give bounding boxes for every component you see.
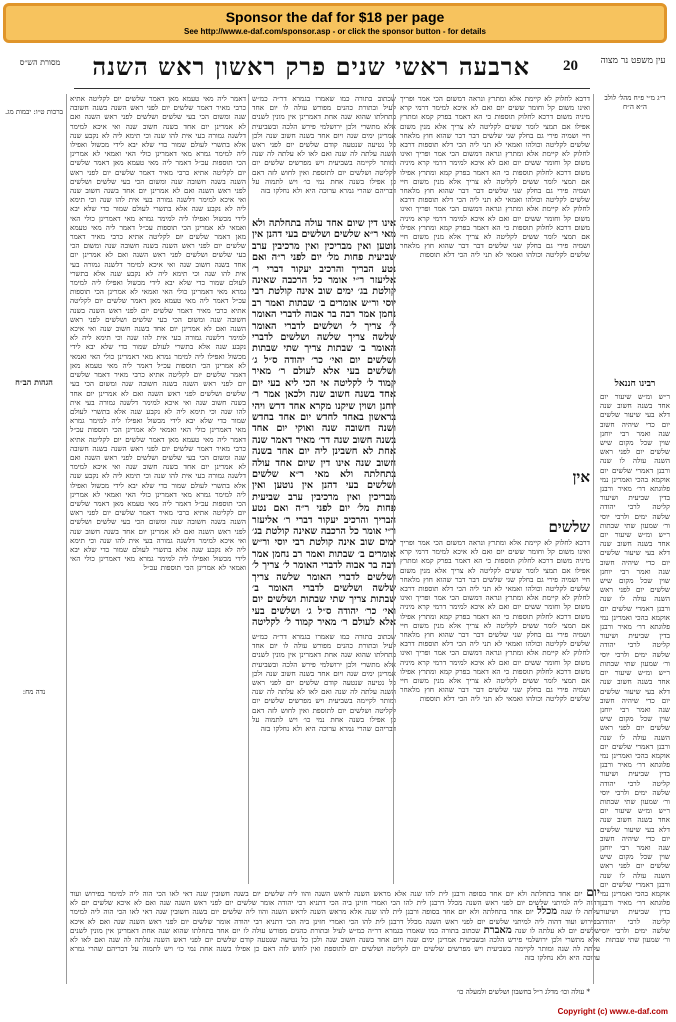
header-rule [74, 88, 590, 89]
gemara-text-1: אינו דין שיום אחד עולה בתחלתה ולא מאי ר״א שלשים ושלשים בעי דהנן אין נוטען ואין מבריכין ואין מרכיבין ערב שביעית פחות מל׳ יום לפני ר״ה ואם נטע הבריך והרכיב יעקור דברי ר׳ אליעזר ר״י אומר כל הרכבה שאינה קולטת בג׳ ימים שוב אינה קולטת רבי יוסי ור״ש אומרים ב׳ שבתות ואמר רב נחמן אמר רבה בר אבוה לדברי האומר ל׳ צריך ל׳ ושלשים לדברי האומר שלשה צריך שלשה ושלשים לדברי האומר ב׳ שבתות צריך שתי שבתות ושלשים יום ואי׳ כר׳ יהודה ס״ל ג׳ ושלשים בעי אלא לעולם ר׳ מאיר קמוד ל׳ לקליטה אי הכי ליא בעי יום אחד בשנה חשוב שנה ולכאן אמר ר׳ יוחנן ושוין שיקנו מקרא אחד דרש ויהי בראשון באחד לחדש יום אחד בחדש ושנה חשובה שנה ואוקי יום אחד בשנה חשוב שנה דר׳ מאיר דאמר שנה אחת לא חשבינן ליה יום אחד בשנה חשוב שנה [252, 218, 396, 469]
tosafot-text-4: דאמר ליה מאי טעמא מאן דאמר שלשים יום לקליטה אתיא כרבי מאיר דאמר שלשים יום לפני ראש השנה בשנה חשובה שנה ומשום הכי בעי שלשים ושלשים לפני ראש השנה ואם לא אמרינן יום אחד בשנה חשוב שנה ואי איכא למימר דלשנה גמורה בעי אית להו שנה וכי תימא ליה לא נקבע שנה אלא בתשרי לעולם שמור כדי שלא יבא לידי מכשול ואפילו ליה למימר גמרא מאי דאמרינן כולי האי ואמאי לא אמרינן הכי תוספות עכ״ל [70, 296, 246, 370]
rashi-text-4: דרבא לחלוק לא קיימת אלא ומתרץ ונראה דמשום הכי אמר ופריך ואינו משום קל וחומר ששים יום ואם לא איכא למימר דרמי קרא מיניה משום דרכא לחלוק תוספות כי הא דאמר בפרק קמא ומתרץ אפילו אם תמצי לומר ששים לקליטה לא צריך אלא מנין משום חיי ושמיה פירי גם בחלק שני שלשים דבר דבר שהוא חוץ מלאחר שלשים לקליטה וכולהו ואמאי לא תני ליה הכי דלא תוספות [400, 538, 590, 594]
tosafot-text-7: דאמר ליה מאי טעמא מאן דאמר שלשים יום לקליטה אתיא כרבי מאיר דאמר שלשים יום לפני ראש השנה בשנה חשובה שנה ומשום הכי בעי שלשים ושלשים לפני ראש השנה ואם לא אמרינן יום אחד בשנה חשוב שנה ואי איכא למימר דלשנה גמורה בעי אית להו שנה וכי תימא ליה לא נקבע שנה אלא בתשרי לעולם שמור כדי שלא יבא לידי מכשול ואפילו ליה למימר גמרא מאי דאמרינן כולי האי ואמאי לא אמרינן הכי תוספות עכ״ל [70, 498, 246, 573]
rabbenu-text-4: ר״ש ומ״ש שיעור יום אחד בשנה חשוב שנה דלא בעי שיעור שלשים יום כדי שיהיה חשוב שנה ואמר רבי יוחנן שוין שכל מקום שיש שלשים יום לפני ראש השנה עולה לו שנה ורבנן דאמרי שלשים יום אוקמא בהכי ואמרינן נמי פלוגתא דר׳ מאיר ורבנן בדין שביעית ושיעור קליטה לרבי יהודה שלשה ימים ולרבי יוסי ור׳ שמעון שתי שבתות [600, 806, 670, 944]
tosafot-text-1: דאמר ליה מאי טעמא מאן דאמר שלשים יום לקליטה אתיא כרבי מאיר דאמר שלשים יום לפני ראש השנה בשנה חשובה שנה ומשום הכי בעי שלשים ושלשים לפני ראש השנה ואם לא אמרינן יום אחד בשנה חשוב שנה ואי איכא למימר דלשנה גמורה בעי אית להו שנה וכי תימא ליה לא נקבע שנה אלא בתשרי לעולם שמור כדי שלא יבא לידי מכשול ואפילו ליה למימר גמרא מאי דאמרינן כולי האי ואמאי לא אמרינן הכי תוספות עכ״ל [70, 94, 246, 168]
mikal-label: מכלל [536, 906, 558, 918]
hagahot-heading: הגהות הב״ח [15, 378, 53, 387]
masoret-hashas-heading: מסורת הש״ס [19, 58, 61, 67]
page-header [4, 52, 670, 86]
sponsor-banner[interactable] [3, 3, 667, 43]
yom-label: יום [586, 888, 600, 899]
ein-mishpat-heading: עין משפט נר מצוה [600, 56, 666, 66]
tosafot-text-2: דאמר ליה מאי טעמא מאן דאמר שלשים יום לקליטה אתיא כרבי מאיר דאמר שלשים יום לפני ראש השנה בשנה חשובה שנה ומשום הכי בעי שלשים ושלשים לפני ראש השנה ואם לא אמרינן יום אחד בשנה חשוב שנה ואי איכא למימר דלשנה גמורה בעי אית להו שנה וכי תימא ליה לא נקבע שנה אלא בתשרי לעולם שמור כדי שלא יבא לידי מכשול ואפילו ליה למימר גמרא מאי דאמרינן כולי האי ואמאי לא אמרינן הכי תוספות עכ״ל [70, 158, 246, 232]
rashi-text-5: דרבא לחלוק לא קיימת אלא ומתרץ ונראה דמשום הכי אמר ופריך ואינו משום קל וחומר ששים יום ואם לא איכא למימר דרמי קרא מיניה משום דרכא לחלוק תוספות כי הא דאמר בפרק קמא ומתרץ אפילו אם תמצי לומר ששים לקליטה לא צריך אלא מנין משום חיי ושמיה פירי גם בחלק שני שלשים דבר דבר שהוא חוץ מלאחר שלשים לקליטה וכולהו ואמאי לא תני ליה הכי דלא תוספות [400, 584, 590, 649]
gemara-text [252, 218, 396, 628]
tosafot-text-5: דאמר ליה מאי טעמא מאן דאמר שלשים יום לקליטה אתיא כרבי מאיר דאמר שלשים יום לפני ראש השנה בשנה חשובה שנה ומשום הכי בעי שלשים ושלשים לפני ראש השנה ואם לא אמרינן יום אחד בשנה חשוב שנה ואי איכא למימר דלשנה גמורה בעי אית להו שנה וכי תימא ליה לא נקבע שנה אלא בתשרי לעולם שמור כדי שלא יבא לידי מכשול ואפילו ליה למימר גמרא מאי דאמרינן כולי האי ואמאי לא אמרינן הכי תוספות עכ״ל [70, 360, 246, 435]
ein-mishpat-note-1: ר״ג מ״י פ״ח מהל׳ לולב ה״א ה״ח [604, 94, 666, 111]
rashi-text-6: דרבא לחלוק לא קיימת אלא ומתרץ ונראה דמשום הכי אמר ופריך ואינו משום קל וחומר ששים יום ואם לא איכא למימר דרמי קרא מיניה משום דרכא לחלוק תוספות כי הא דאמר בפרק קמא ומתרץ אפילו אם תמצי לומר ששים לקליטה לא צריך אלא מנין משום חיי ושמיה פירי גם בחלק שני שלשים דבר דבר שהוא חוץ מלאחר שלשים לקליטה וכולהו ואמאי לא תני ליה הכי דלא תוספות [400, 639, 590, 704]
tosafot-column [70, 94, 246, 884]
gemara-text-2: אינו דין שיום אחד עולה בתחלתה ולא מאי ר״א שלשים ושלשים בעי דהנן אין נוטען ואין מבריכין ואין מרכיבין ערב שביעית פחות מל׳ יום לפני ר״ה ואם נטע הבריך והרכיב יעקור דברי ר׳ אליעזר ר״י אומר כל הרכבה שאינה קולטת בג׳ ימים שוב אינה קולטת רבי יוסי ור״ש אומרים ב׳ שבתות ואמר רב נחמן אמר רבה בר אבוה לדברי האומר ל׳ צריך ל׳ ושלשים לדברי האומר שלשה צריך שלשה ושלשים לדברי האומר ב׳ שבתות צריך שתי שבתות ושלשים יום ואי׳ כר׳ יהודה ס״ל ג׳ ושלשים בעי אלא לעולם ר׳ מאיר קמוד ל׳ לקליטה [252, 457, 396, 628]
sponsor-subtitle[interactable]: See http://www.e-daf.com/sponsor.asp - or click the sponsor button - for details [184, 27, 486, 36]
rabbenu-text-1: ר״ש ומ״ש שיעור יום אחד בשנה חשוב שנה דלא בעי שיעור שלשים יום כדי שיהיה חשוב שנה ואמר רבי יוחנן שוין שכל מקום שיש שלשים יום לפני ראש השנה עולה לו שנה ורבנן דאמרי שלשים יום אוקמא בהכי ואמרינן נמי פלוגתא דר׳ מאיר ורבנן בדין שביעית ושיעור קליטה לרבי יהודה שלשה ימים ולרבי יוסי ור׳ שמעון שתי שבתות [600, 392, 670, 530]
bottom-text-1: יום אחד בתחלתה ולא יום אחד בסופה ורבנן לית להו שנה אלא מראש השנה לראש השנה והוו ליה שלשים יום בשנה חשובין שנה דאי לאו הכי הוה ליה למימר בפירוש ועוד דהוה ליה למיתני שלשים יום לפני ראש השנה מכלל דרבנן לית להו הכי ואמרי חזינן ביה הכי דתניא רבי יהודה אומר שלשים יום לפני ראש השנה שנה ואם לא איכא שלשים יום לא עלתה לו שנה [70, 889, 600, 917]
page-number: 20 [563, 58, 578, 74]
middle-lower-text: שכתוב בתורה כמו שאמרו בגמרא דר״ה כמ״ש לעיל ובתורת כהנים מפורש עולה לו יום אחד בתחלתו שהוא שנה אחת דאמרינן אין מונין לשנים אלא מתשרי ולכן ירושלמי פירש הלכה ובשביעית אמרינן ימים שנה ויום אחד בשנה חשוב שנה ולכן כל נטיעה שנטעה קודם שלשים יום לפני ראש השנה עלתה לה שנה ואם לאו לא עלתה לה שנה ומותר לקיימה בשביעית ויש מפרשים שלשים יום לקליטה ושלשים יום לתוספת ואין לחוש לזה דאם כן אפילו בשנה אחת נמי כו׳ ויש לתמוה על דבריהם שהרי גמרא ערוכה היא ולא נחלקו בזה [252, 632, 396, 734]
rabbenu-chananel-heading: רבינו חננאל [614, 379, 656, 389]
rabbenu-text-3: ר״ש ומ״ש שיעור יום אחד בשנה חשוב שנה דלא בעי שיעור שלשים יום כדי שיהיה חשוב שנה ואמר רבי יוחנן שוין שכל מקום שיש שלשים יום לפני ראש השנה עולה לו שנה ורבנן דאמרי שלשים יום אוקמא בהכי ואמרינן נמי פלוגתא דר׳ מאיר ורבנן בדין שביעית ושיעור קליטה לרבי יהודה שלשה ימים ולרבי יוסי ור׳ שמעון שתי שבתות [600, 668, 670, 806]
talmud-page [4, 48, 670, 1008]
margin-divider-right [593, 94, 594, 984]
column-divider-left [248, 94, 249, 884]
rashi-text-2: דרבא לחלוק לא קיימת אלא ומתרץ ונראה דמשום הכי אמר ופריך ואינו משום קל וחומר ששים יום ואם לא איכא למימר דרמי קרא מיניה משום דרכא לחלוק תוספות כי הא דאמר בפרק קמא ומתרץ אפילו אם תמצי לומר ששים לקליטה לא צריך אלא מנין משום חיי ושמיה פירי גם בחלק שני שלשים דבר דבר שהוא חוץ מלאחר שלשים לקליטה וכולהו ואמאי לא תני ליה הכי דלא תוספות [400, 140, 590, 205]
rashi-text-1: דרבא לחלוק לא קיימת אלא ומתרץ ונראה דמשום הכי אמר ופריך ואינו משום קל וחומר ששים יום ואם לא איכא למימר דרמי קרא מיניה משום דרכא לחלוק תוספות כי הא דאמר בפרק קמא ומתרץ אפילו אם תמצי לומר ששים לקליטה לא צריך אלא מנין משום חיי ושמיה פירי גם בחלק שני שלשים דבר דבר שהוא חוץ מלאחר שלשים לקליטה וכולהו ואמאי לא תני ליה הכי דלא תוספות [400, 94, 590, 150]
bottom-text-2: יום אחד בתחלתה ולא יום אחד בסופה ורבנן לית להו שנה אלא מראש השנה לראש השנה והוו ליה שלשים יום בשנה חשובין שנה דאי לאו הכי הוה ליה למימר בפירוש ועוד דהוה ליה למיתני שלשים יום לפני ראש השנה מכלל דרבנן לית להו הכי ואמרי חזינן ביה הכי דתניא רבי יהודה אומר שלשים יום לפני ראש השנה שנה ואם לא איכא שלשים יום לא עלתה לו שנה [70, 907, 600, 935]
margin-divider-left [66, 94, 67, 984]
masoret-note-2: נדה מח: [22, 688, 46, 696]
footnote: * עולה וכו׳ מדלג ר״ל בחשבון ושלשים ולמעלה כו׳ [456, 988, 590, 996]
rabbenu-text-2: ר״ש ומ״ש שיעור יום אחד בשנה חשוב שנה דלא בעי שיעור שלשים יום כדי שיהיה חשוב שנה ואמר רבי יוחנן שוין שכל מקום שיש שלשים יום לפני ראש השנה עולה לו שנה ורבנן דאמרי שלשים יום אוקמא בהכי ואמרינן נמי פלוגתא דר׳ מאיר ורבנן בדין שביעית ושיעור קליטה לרבי יהודה שלשה ימים ולרבי יוסי ור׳ שמעון שתי שבתות [600, 530, 670, 668]
upper-commentary-text: שכתוב בתורה כמו שאמרו בגמרא דר״ה כמ״ש לעיל ובתורת כהנים מפורש עולה לו יום אחד בתחלתו שהוא שנה אחת דאמרינן אין מונין לשנים אלא מתשרי ולכן ירושלמי פירש הלכה ובשביעית אמרינן ימים שנה ויום אחד בשנה חשוב שנה ולכן כל נטיעה שנטעה קודם שלשים יום לפני ראש השנה עלתה לה שנה ואם לאו לא עלתה לה שנה ומותר לקיימה בשביעית ויש מפרשים שלשים יום לקליטה ושלשים יום לתוספת ואין לחוש לזה דאם כן אפילו בשנה אחת נמי כו׳ ויש לתמוה על דבריהם שהרי גמרא ערוכה היא ולא נחלקו בזה [252, 94, 396, 196]
tosafot-text-3: דאמר ליה מאי טעמא מאן דאמר שלשים יום לקליטה אתיא כרבי מאיר דאמר שלשים יום לפני ראש השנה בשנה חשובה שנה ומשום הכי בעי שלשים ושלשים לפני ראש השנה ואם לא אמרינן יום אחד בשנה חשוב שנה ואי איכא למימר דלשנה גמורה בעי אית להו שנה וכי תימא ליה לא נקבע שנה אלא בתשרי לעולם שמור כדי שלא יבא לידי מכשול ואפילו ליה למימר גמרא מאי דאמרינן כולי האי ואמאי לא אמרינן הכי תוספות עכ״ל [70, 222, 246, 306]
maaberet-label: מאברת [483, 924, 512, 936]
middle-lower-commentary [252, 632, 396, 882]
ein-mishpat-notes [600, 94, 670, 184]
rabbenu-chananel-text [600, 392, 670, 952]
column-divider-right [393, 94, 394, 884]
sponsor-title[interactable]: Sponsor the daf for $18 per page [225, 9, 445, 25]
upper-center-commentary [252, 94, 396, 214]
copyright-link[interactable]: Copyright (c) www.e-daf.com [557, 1007, 668, 1016]
rashi-column-bottom [400, 538, 590, 888]
ein-label: אין [572, 468, 590, 486]
masoret-note-1: ברכות ט״ו: יבמות מג. [4, 108, 64, 116]
shloshim-label: שלשים [548, 518, 590, 536]
page-title: ארבעה ראשי שנים פרק ראשון ראש השנה [92, 52, 530, 81]
tosafot-text-6: דאמר ליה מאי טעמא מאן דאמר שלשים יום לקליטה אתיא כרבי מאיר דאמר שלשים יום לפני ראש השנה בשנה חשובה שנה ומשום הכי בעי שלשים ושלשים לפני ראש השנה ואם לא אמרינן יום אחד בשנה חשוב שנה ואי איכא למימר דלשנה גמורה בעי אית להו שנה וכי תימא ליה לא נקבע שנה אלא בתשרי לעולם שמור כדי שלא יבא לידי מכשול ואפילו ליה למימר גמרא מאי דאמרינן כולי האי ואמאי לא אמרינן הכי תוספות עכ״ל [70, 434, 246, 508]
rashi-column-top [400, 94, 590, 474]
bottom-text-3: שכתוב בתורה כמו שאמרו בגמרא דר״ה כמ״ש לעיל ובתורת כהנים מפורש עולה לו יום אחד בתחלתו שהוא שנה אחת דאמרינן אין מונין לשנים אלא מתשרי ולכן ירושלמי פירש הלכה ובשביעית אמרינן ימים שנה ויום אחד בשנה חשוב שנה ולכן כל נטיעה שנטעה קודם שלשים יום לפני ראש השנה עלתה לה שנה ואם לאו לא עלתה לה שנה ומותר לקיימה בשביעית ויש מפרשים שלשים יום לקליטה ושלשים יום לתוספת ואין לחוש לזה דאם כן אפילו בשנה אחת נמי כו׳ ויש לתמוה על דבריהם שהרי גמרא ערוכה היא ולא נחלקו בזה [70, 925, 600, 963]
rashi-text-3: דרבא לחלוק לא קיימת אלא ומתרץ ונראה דמשום הכי אמר ופריך ואינו משום קל וחומר ששים יום ואם לא איכא למימר דרמי קרא מיניה משום דרכא לחלוק תוספות כי הא דאמר בפרק קמא ומתרץ אפילו אם תמצי לומר ששים לקליטה לא צריך אלא מנין משום חיי ושמיה פירי גם בחלק שני שלשים דבר דבר שהוא חוץ מלאחר שלשים לקליטה וכולהו ואמאי לא תני ליה הכי דלא תוספות [400, 195, 590, 260]
lower-commentary [70, 888, 600, 983]
